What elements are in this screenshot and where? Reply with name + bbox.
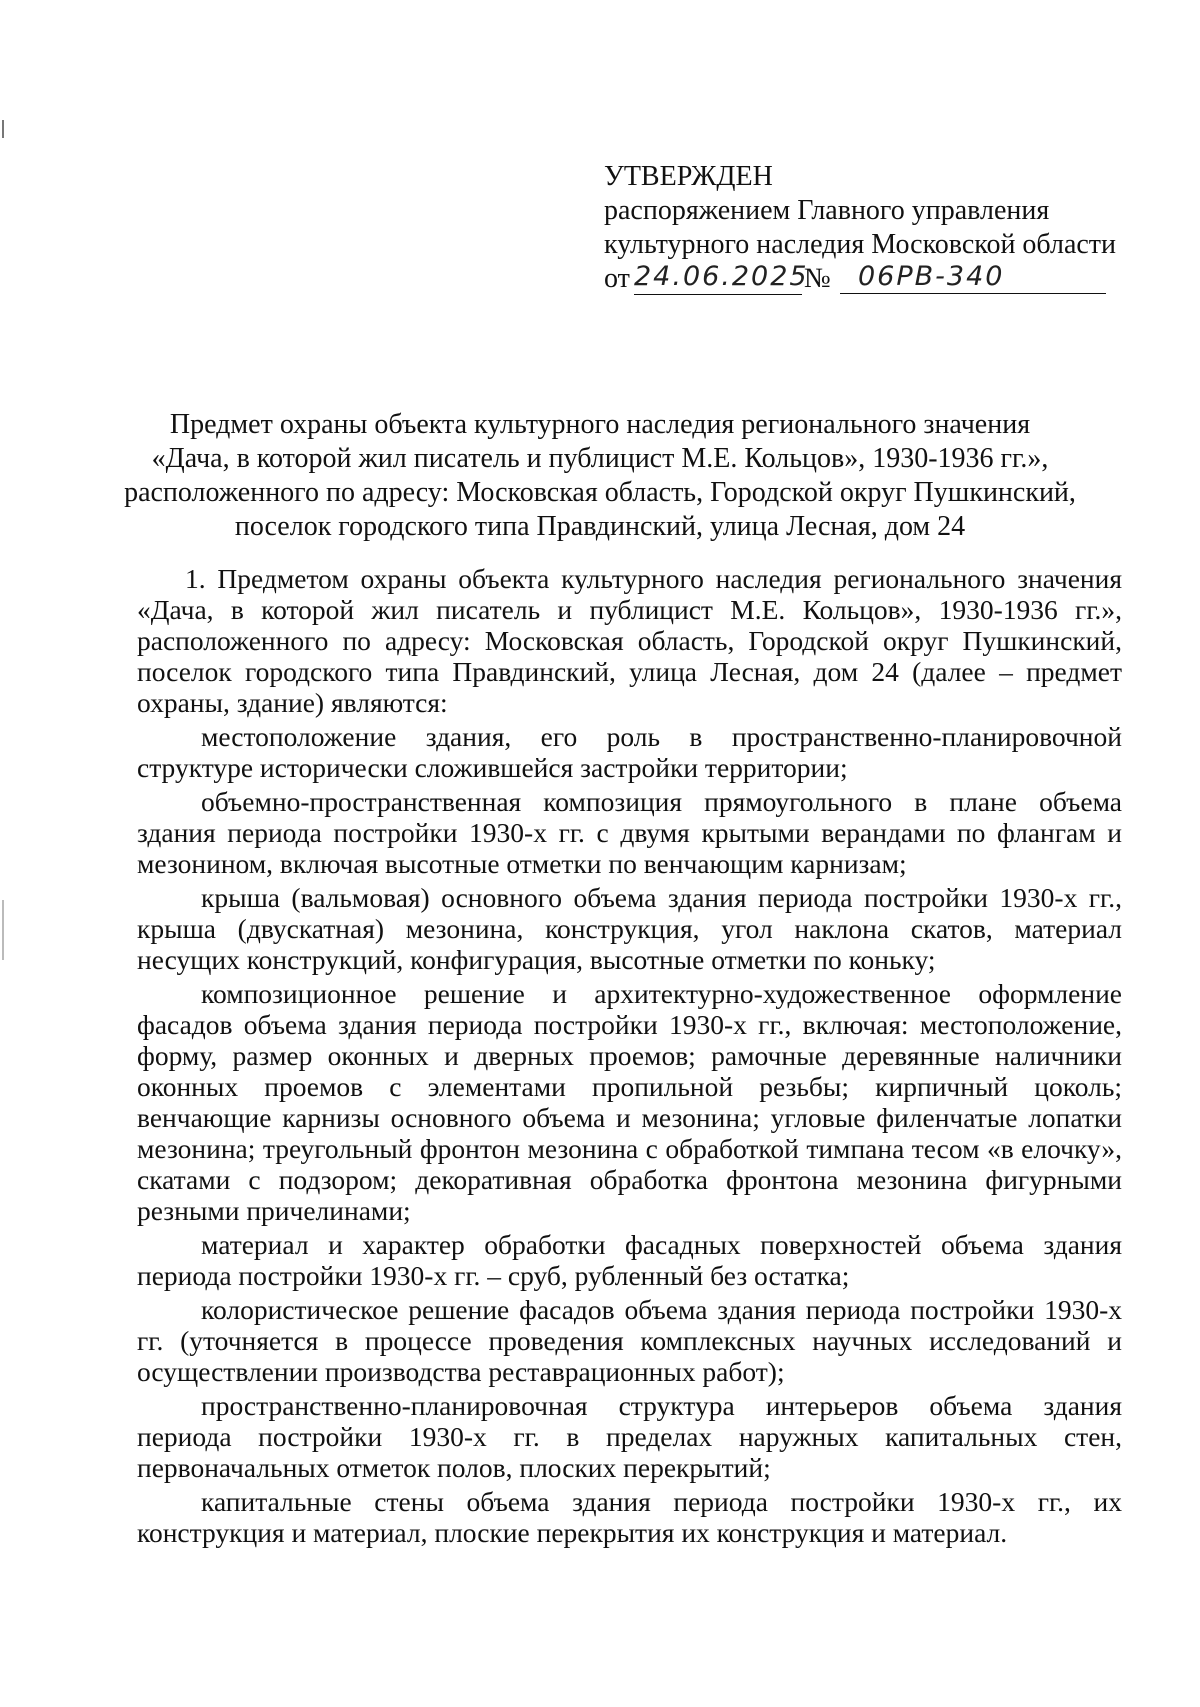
body-paragraph: 1. Предметом охраны объекта культурного наследия регионального значения «Дача, в которой жил писатель и публицист М.Е. Кольцов», 1930-1936 гг.», расположенного по адресу: Московская область, Городской округ Пушкинский, поселок городского типа Правдинский, улица Лесная, дом 24 (далее – предмет охраны, здание) являются:	[137, 563, 1122, 718]
approval-line-2: культурного наследия Московской области	[604, 229, 1117, 260]
body-paragraph: объемно-пространственная композиция прямоугольного в плане объема здания периода постройки 1930-х гг. с двумя крытыми верандами по флангам и мезонином, включая высотные отметки по венчающим карнизам;	[137, 786, 1122, 879]
handwritten-number: 06РВ-340	[840, 262, 1106, 294]
title-line: расположенного по адресу: Московская область, Городской округ Пушкинский,	[124, 477, 1076, 508]
document-body	[137, 563, 1122, 1551]
approval-date-number-line	[604, 262, 1124, 296]
title-line: «Дача, в которой жил писатель и публицист М.Е. Кольцов», 1930-1936 гг.»,	[151, 443, 1049, 474]
approval-heading: УТВЕРЖДЕН	[604, 161, 773, 192]
date-prefix: от	[604, 263, 630, 294]
body-paragraph: пространственно-планировочная структура интерьеров объема здания периода постройки 1930-х гг. в пределах наружных капитальных стен, первоначальных отметок полов, плоских перекрытий;	[137, 1390, 1122, 1483]
document-title	[120, 408, 1080, 544]
title-line: Предмет охраны объекта культурного наследия регионального значения	[169, 409, 1031, 440]
handwritten-date: 24.06.2025	[634, 262, 802, 295]
body-paragraph: композиционное решение и архитектурно-художественное оформление фасадов объема здания периода постройки 1930-х гг., включая: местоположение, форму, размер оконных и дверных проемов; рамочные деревянные наличники оконных проемов с элементами пропильной резьбы; кирпичный цоколь; венчающие карнизы основного объема и мезонина; угловые филенчатые лопатки мезонина; треугольный фронтон мезонина с обработкой тимпана тесом «в елочку», скатами с подзором; декоративная обработка фронтона мезонина фигурными резными причелинами;	[137, 978, 1122, 1226]
body-paragraph: капитальные стены объема здания периода постройки 1930-х гг., их конструкция и материал, плоские перекрытия их конструкция и материал.	[137, 1486, 1122, 1548]
body-paragraph: крыша (вальмовая) основного объема здания периода постройки 1930-х гг., крыша (двускатная) мезонина, конструкция, угол наклона скатов, материал несущих конструкций, конфигурация, высотные отметки по коньку;	[137, 882, 1122, 975]
scan-margin-mark	[2, 120, 4, 138]
body-paragraph: местоположение здания, его роль в пространственно-планировочной структуре исторически сложившейся застройки территории;	[137, 721, 1122, 783]
title-line: поселок городского типа Правдинский, улица Лесная, дом 24	[234, 511, 966, 542]
scan-margin-mark	[2, 900, 4, 960]
approval-block	[604, 160, 1124, 296]
approval-line-1: распоряжением Главного управления	[604, 195, 1050, 226]
body-paragraph: материал и характер обработки фасадных поверхностей объема здания периода постройки 1930-х гг. – сруб, рубленный без остатка;	[137, 1229, 1122, 1291]
number-sign: №	[804, 263, 831, 294]
body-paragraph: колористическое решение фасадов объема здания периода постройки 1930-х гг. (уточняется в процессе проведения комплексных научных исследований и осуществлении производства реставрационных работ);	[137, 1294, 1122, 1387]
